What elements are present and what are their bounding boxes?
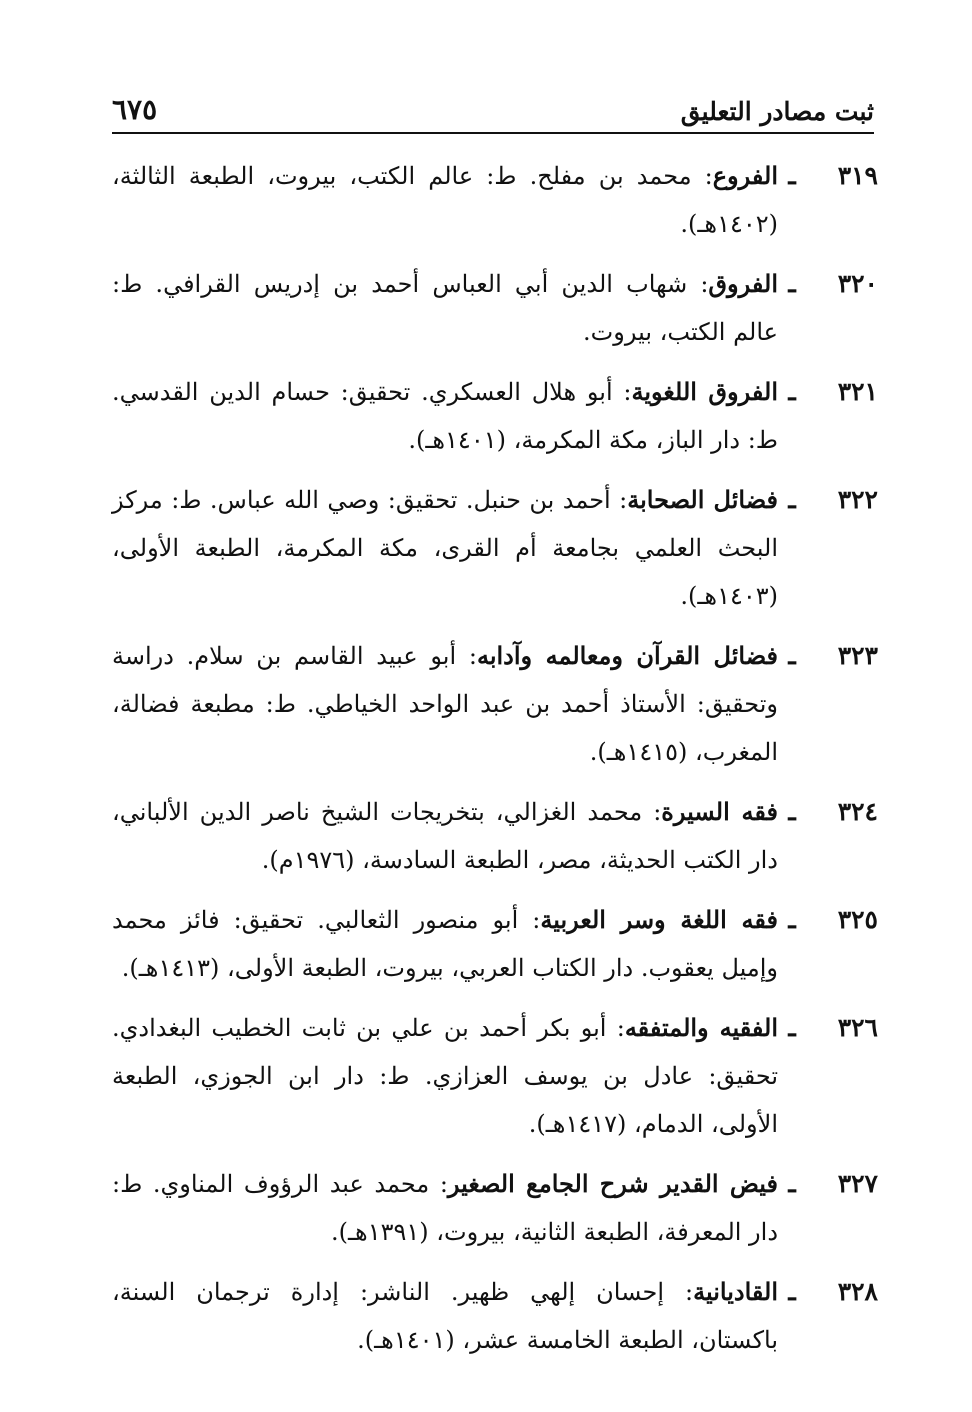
page-number: ٦٧٥ (112, 93, 158, 126)
entry-number: ٣٢٢ (837, 485, 878, 514)
bibliography-entry (112, 476, 878, 620)
entry-body (112, 260, 778, 356)
entry-dash: ـ (788, 1013, 796, 1042)
entry-dash: ـ (788, 1169, 796, 1198)
entry-body (112, 1160, 778, 1256)
entry-text: : شهاب الدين أبي العباس أحمد بن إدريس القرافي. ط: عالم الكتب، بيروت. (112, 270, 778, 346)
entry-text: : محمد بن مفلح. ط: عالم الكتب، بيروت، الطبعة الثالثة، (١٤٠٢هـ). (112, 162, 778, 238)
entry-title: فيض القدير شرح الجامع الصغير (447, 1169, 778, 1198)
entry-number: ٣٢٤ (837, 797, 878, 826)
bibliography-entry (112, 1160, 878, 1256)
bibliography-entry (112, 632, 878, 776)
entry-title: فضائل الصحابة (627, 485, 778, 514)
entry-text: : محمد الغزالي، بتخريجات الشيخ ناصر الدين الألباني، دار الكتب الحديثة، مصر، الطبعة السادسة، (١٩٧٦م). (112, 798, 778, 874)
bibliography-entry (112, 1268, 878, 1364)
bibliography-entry (112, 368, 878, 464)
entry-dash: ـ (788, 269, 796, 298)
entry-text: : أبو بكر أحمد بن علي بن ثابت الخطيب البغدادي. تحقيق: عادل بن يوسف العزازي. ط: دار ابن الجوزي، الطبعة الأولى، الدمام، (١٤١٧هـ). (112, 1014, 778, 1138)
entry-number: ٣٢٦ (837, 1013, 878, 1042)
entry-title: فقه السيرة (661, 797, 778, 826)
entry-dash: ـ (788, 161, 796, 190)
entry-dash: ـ (788, 905, 796, 934)
entry-title: فضائل القرآن ومعالمه وآدابه (476, 641, 778, 670)
entry-number: ٣٢٥ (837, 905, 878, 934)
entry-text: : محمد عبد الرؤوف المناوي. ط: دار المعرفة، الطبعة الثانية، بيروت، (١٣٩١هـ). (112, 1170, 778, 1246)
entry-number: ٣٢٧ (837, 1169, 878, 1198)
bibliography-entry (112, 896, 878, 992)
bibliography-entry (112, 788, 878, 884)
entry-text: : إحسان إلهي ظهير. الناشر: إدارة ترجمان السنة، باكستان، الطبعة الخامسة عشر، (١٤٠١هـ). (112, 1278, 778, 1354)
bibliography-entry (112, 260, 878, 356)
entry-body (112, 632, 778, 776)
entry-number: ٣٢١ (837, 377, 878, 406)
entry-text: : أبو منصور الثعالبي. تحقيق: فائز محمد وإميل يعقوب. دار الكتاب العربي، بيروت، الطبعة الأولى، (١٤١٣هـ). (112, 906, 778, 982)
bibliography-entry (112, 1004, 878, 1148)
entry-title: الفروق اللغوية (631, 377, 778, 406)
entry-body (112, 1268, 778, 1364)
entry-body (112, 896, 778, 992)
entry-number: ٣٢٣ (837, 641, 878, 670)
entry-dash: ـ (788, 377, 796, 406)
entry-title: الفروق (708, 269, 778, 298)
entry-title: فقه اللغة وسر العربية (540, 905, 778, 934)
running-title: ثبت مصادر التعليق (680, 97, 874, 126)
entry-text: : أبو عبيد القاسم بن سلام. دراسة وتحقيق: الأستاذ أحمد بن عبد الواحد الخياطي. ط: مطبعة فضالة، المغرب، (١٤١٥هـ). (112, 642, 778, 766)
entry-number: ٣٢٨ (837, 1277, 878, 1306)
entry-number: ٣٢٠ (837, 269, 878, 298)
entry-body (112, 788, 778, 884)
bibliography-entry (112, 152, 878, 248)
entry-title: القاديانية (693, 1277, 778, 1306)
entry-body (112, 368, 778, 464)
entry-text: : أحمد بن حنبل. تحقيق: وصي الله عباس. ط: مركز البحث العلمي بجامعة أم القرى، مكة المكرمة، الطبعة الأولى، (١٤٠٣هـ). (112, 486, 778, 610)
entry-dash: ـ (788, 485, 796, 514)
entry-dash: ـ (788, 1277, 796, 1306)
entry-body (112, 476, 778, 620)
entry-dash: ـ (788, 797, 796, 826)
entry-text: : أبو هلال العسكري. تحقيق: حسام الدين القدسي. ط: دار الباز، مكة المكرمة، (١٤٠١هـ). (112, 378, 778, 454)
bibliography-list (112, 152, 878, 1376)
entry-title: الفروع (712, 161, 779, 190)
entry-number: ٣١٩ (837, 161, 878, 190)
entry-dash: ـ (788, 641, 796, 670)
entry-body (112, 1004, 778, 1148)
entry-title: الفقيه والمتفقه (624, 1013, 778, 1042)
page-header (112, 82, 874, 134)
entry-body (112, 152, 778, 248)
